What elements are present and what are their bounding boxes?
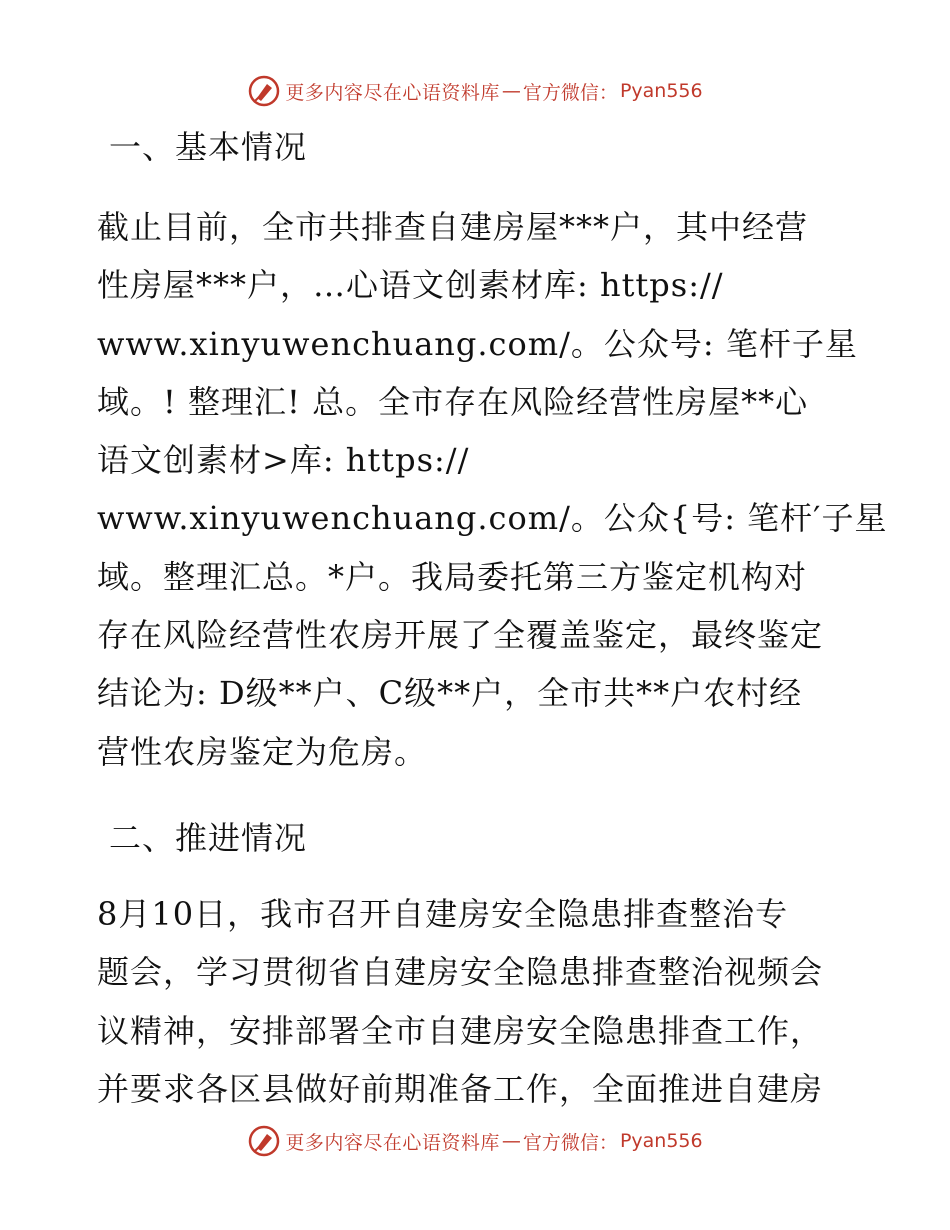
paragraph-progress [97,885,857,1118]
watermark-dash: — [501,80,521,102]
paragraph-line: 8月10日，我市召开自建房安全隐患排查整治专 [97,894,789,933]
paragraph-line: 议精神，安排部署全市自建房安全隐患排查工作， [97,1011,824,1050]
watermark-main-text: 更多内容尽在心语资料库 [285,81,500,104]
paragraph-line: 域。! 整理汇! 总。全市存在风险经营性房屋**心 [97,382,809,421]
paragraph-line: 域。整理汇总。*户。我局委托第三方鉴定机构对 [97,557,808,596]
paragraph-line: 题会，学习贯彻省自建房安全隐患排查整治视频会 [97,953,824,992]
paragraph-basic-situation [97,198,888,781]
watermark-header [0,71,950,111]
watermark-footer [0,1121,950,1161]
paragraph-line: 存在风险经营性农房开展了全覆盖鉴定，最终鉴定 [97,616,824,655]
section-heading-basic: 一、基本情况 [109,128,308,166]
paragraph-line: 截止目前，全市共排查自建房屋***户，其中经营 [97,208,809,246]
watermark-wechat-id: Pyan556 [619,80,703,102]
watermark-main-text: 更多内容尽在心语资料库 [285,1131,500,1154]
watermark-contact-label: 官方微信： [522,81,618,104]
paragraph-line: 语文创素材>库: https:// [97,441,470,480]
paragraph-line: 性房屋***户，…心语文创素材库: https:// [97,266,724,305]
paragraph-line: 营性农房鉴定为危房。 [97,732,428,771]
pen-nib-logo-icon [247,1124,281,1158]
section-heading-progress: 二、推进情况 [109,818,308,857]
watermark-contact-label: 官方微信： [522,1131,618,1154]
paragraph-line: 并要求各区县做好前期准备工作，全面推进自建房 [97,1069,824,1108]
paragraph-line: 结论为: D级**户、C级**户，全市共**户农村经 [97,674,803,713]
paragraph-line: www.xinyuwenchuang.com/。公众号: 笔杆子星 [97,324,858,363]
watermark-wechat-id: Pyan556 [619,1130,703,1152]
pen-nib-logo-icon [247,74,281,108]
document-body [97,118,888,1118]
paragraph-line: www.xinyuwenchuang.com/。公众{号: 笔杆′子星 [97,499,888,538]
watermark-dash: — [501,1130,521,1152]
